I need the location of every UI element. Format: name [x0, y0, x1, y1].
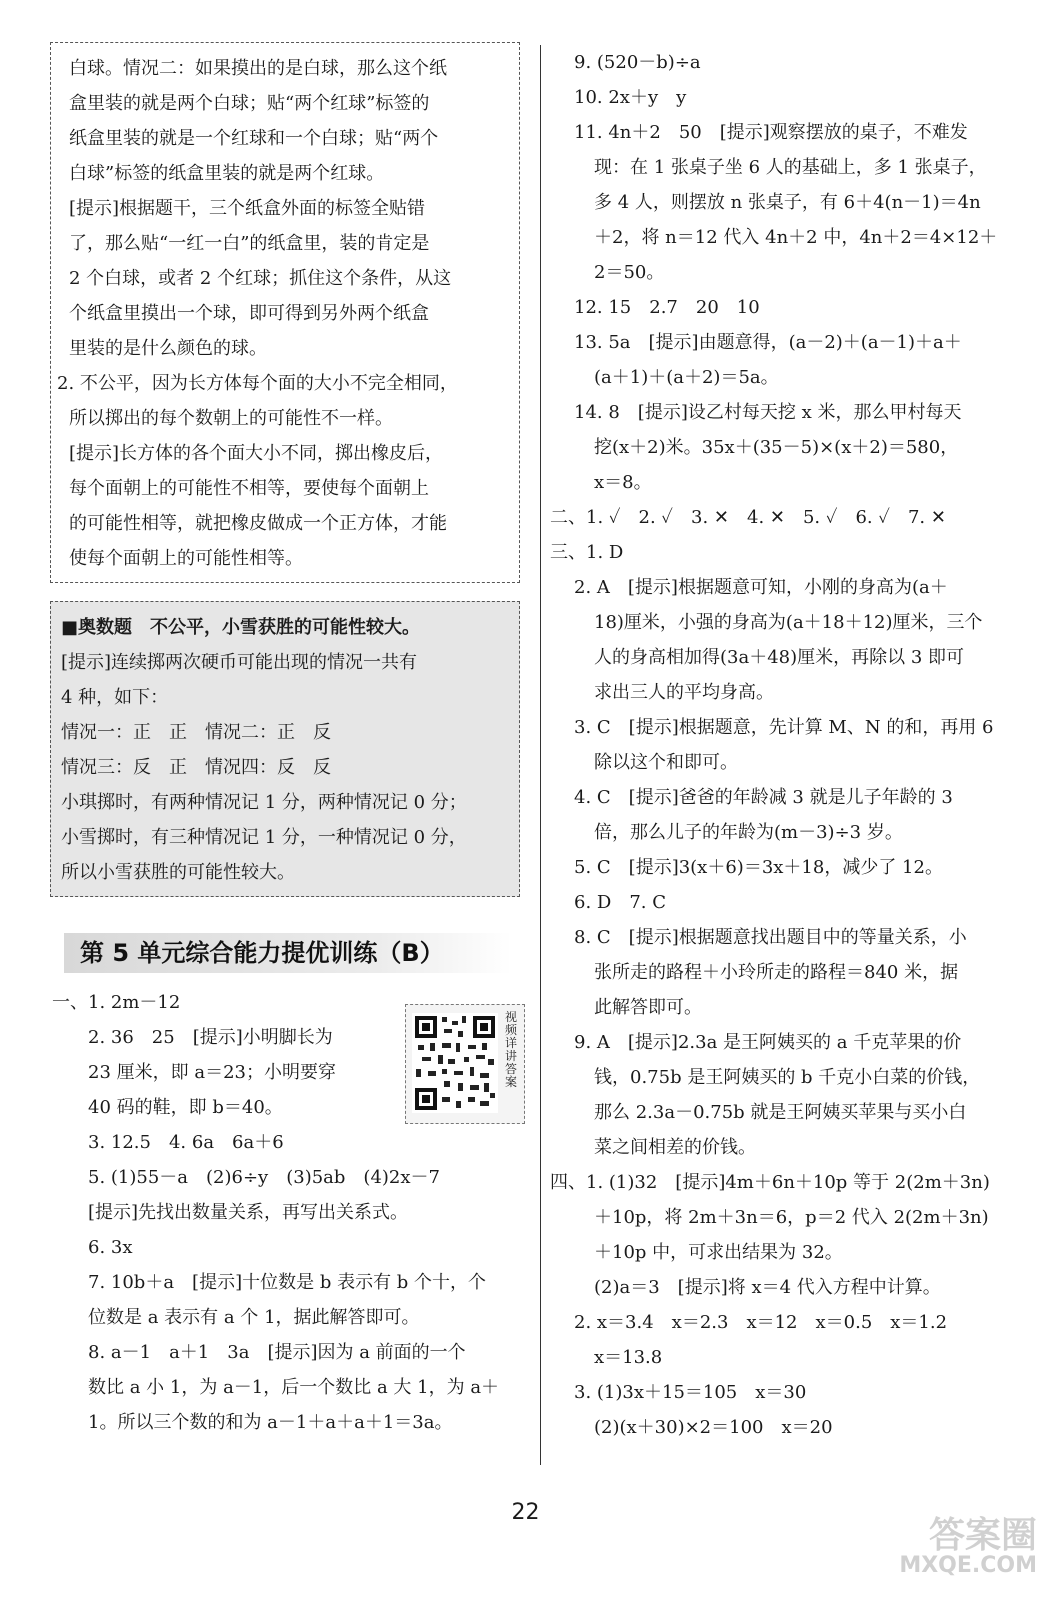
answer-line: 6. 3x — [88, 1237, 133, 1258]
answer-line: 9. (520－b)÷a — [574, 52, 701, 73]
answer-line: 40 码的鞋，即 b＝40。 — [88, 1097, 283, 1118]
left-column — [50, 42, 530, 1440]
answer-line: 7. 10b＋a [提示]十位数是 b 表示有 b 个十，个 — [88, 1272, 487, 1293]
text-line: 纸盒里装的就是一个红球和一个白球；贴“两个 — [69, 128, 439, 149]
text-line: 2. 不公平，因为长方体每个面的大小不完全相同， — [57, 373, 458, 394]
right-column — [550, 45, 1031, 1445]
answer-line: 1。所以三个数的和为 a－1＋a＋a＋1＝3a。 — [88, 1412, 453, 1433]
answer-line: 张所走的路程＋小玲所走的路程＝840 米，据 — [594, 962, 959, 983]
continued-answer-box — [50, 42, 520, 583]
page-number: 22 — [511, 1500, 540, 1525]
section-title: 第 5 单元综合能力提优训练（B） — [64, 933, 512, 973]
answer-line: x＝8。 — [594, 472, 652, 493]
answer-line: 多 4 人，则摆放 n 张桌子，有 6＋4(n－1)＝4n — [594, 192, 981, 213]
watermark — [899, 1515, 1037, 1578]
answer-line: 2. x＝3.4 x＝2.3 x＝12 x＝0.5 x＝1.2 — [574, 1312, 948, 1333]
answer-line: 那么 2.3a－0.75b 就是王阿姨买苹果与买小白 — [594, 1102, 967, 1123]
qr-code[interactable] — [405, 1004, 525, 1124]
answer-line: 二、1. ✓ 2. ✓ 3. ✕ 4. ✕ 5. ✓ 6. ✓ 7. ✕ — [550, 507, 946, 528]
answer-line: 13. 5a [提示]由题意得，(a－2)＋(a－1)＋a＋ — [574, 332, 962, 353]
text-line: 每个面朝上的可能性不相等，要使每个面朝上 — [69, 478, 429, 499]
text-line: 4 种，如下： — [61, 687, 169, 708]
answer-line: 三、1. D — [550, 542, 624, 563]
answer-line: 3. (1)3x＋15＝105 x＝30 — [574, 1382, 807, 1403]
answer-line: 4. C [提示]爸爸的年龄减 3 就是儿子年龄的 3 — [574, 787, 953, 808]
answer-line: 12. 15 2.7 20 10 — [574, 297, 760, 318]
text-line: 所以小雪获胜的可能性较大。 — [61, 862, 295, 883]
answer-line: 2. 36 25 [提示]小明脚长为 — [88, 1027, 333, 1048]
olympiad-problem-box — [50, 601, 520, 897]
answer-line: 人的身高相加得(3a＋48)厘米，再除以 3 即可 — [594, 647, 965, 668]
answer-line: 6. D 7. C — [574, 892, 666, 913]
text-line: 个纸盒里摸出一个球，即可得到另外两个纸盒 — [69, 303, 429, 324]
text-line: [提示]连续掷两次硬币可能出现的情况一共有 — [61, 652, 418, 673]
text-line: 盒里装的就是两个白球；贴“两个红球”标签的 — [69, 93, 430, 114]
text-line: 2 个白球，或者 2 个红球；抓住这个条件，从这 — [69, 268, 452, 289]
text-line: 了，那么贴“一红一白”的纸盒里，装的肯定是 — [69, 233, 430, 254]
text-line: 白球”标签的纸盒里装的就是两个红球。 — [69, 163, 385, 184]
answer-line: 11. 4n＋2 50 [提示]观察摆放的桌子，不难发 — [574, 122, 968, 143]
text-line: 小雪掷时，有三种情况记 1 分，一种情况记 0 分， — [61, 827, 467, 848]
text-line: 小琪掷时，有两种情况记 1 分，两种情况记 0 分； — [61, 792, 467, 813]
answer-line: 3. C [提示]根据题意，先计算 M、N 的和，再用 6 — [574, 717, 994, 738]
text-line: 情况三：反 正 情况四：反 反 — [61, 757, 331, 778]
answer-line: 钱，0.75b 是王阿姨买的 b 千克小白菜的价钱， — [594, 1067, 981, 1088]
text-line: 使每个面朝上的可能性相等。 — [69, 548, 303, 569]
answer-line: 数比 a 小 1，为 a－1，后一个数比 a 大 1，为 a＋ — [88, 1377, 500, 1398]
watermark-url: MXQE.COM — [899, 1553, 1037, 1578]
text-line: 情况一：正 正 情况二：正 反 — [61, 722, 331, 743]
answer-line: 挖(x＋2)米。35x＋(35－5)×(x＋2)＝580， — [594, 437, 959, 458]
answer-line: 3. 12.5 4. 6a 6a＋6 — [88, 1132, 284, 1153]
answer-line: 此解答即可。 — [594, 997, 702, 1018]
text-line: [提示]长方体的各个面大小不同，掷出橡皮后， — [69, 443, 444, 464]
watermark-title: 答案圈 — [928, 1515, 1037, 1556]
answer-line: 2. A [提示]根据题意可知，小刚的身高为(a＋ — [574, 577, 948, 598]
answer-line: 5. (1)55－a (2)6÷y (3)5ab (4)2x－7 — [88, 1167, 440, 1188]
text-line: 所以掷出的每个数朝上的可能性不一样。 — [69, 408, 393, 429]
answer-line: 10. 2x＋y y — [574, 87, 687, 108]
answer-line: 求出三人的平均身高。 — [594, 682, 774, 703]
answer-line: 23 厘米，即 a＝23；小明要穿 — [88, 1062, 336, 1083]
answer-line: 8. a－1 a＋1 3a [提示]因为 a 前面的一个 — [88, 1342, 466, 1363]
column-divider — [540, 45, 541, 1465]
olympiad-heading: ■奥数题 不公平，小雪获胜的可能性较大。 — [61, 617, 421, 638]
answer-line: 2＝50。 — [594, 262, 665, 283]
answer-line: (a＋1)＋(a＋2)＝5a。 — [594, 367, 779, 388]
answer-line: 18)厘米，小强的身高为(a＋18＋12)厘米，三个 — [594, 612, 983, 633]
qr-label: 视频详讲答案 — [504, 1010, 517, 1089]
answer-line: ＋10p，将 2m＋3n＝6，p＝2 代入 2(2m＋3n) — [594, 1207, 989, 1228]
answer-line: x＝13.8 — [594, 1347, 663, 1368]
answer-line: 除以这个和即可。 — [594, 752, 738, 773]
answer-line: 现：在 1 张桌子坐 6 人的基础上，多 1 张桌子， — [594, 157, 987, 178]
answer-line: 倍，那么儿子的年龄为(m－3)÷3 岁。 — [594, 822, 903, 843]
text-line: 的可能性相等，就把橡皮做成一个正方体，才能 — [69, 513, 447, 534]
answer-line: 位数是 a 表示有 a 个 1，据此解答即可。 — [88, 1307, 420, 1328]
answer-line: 5. C [提示]3(x＋6)＝3x＋18，减少了 12。 — [574, 857, 943, 878]
answer-line: 四、1. (1)32 [提示]4m＋6n＋10p 等于 2(2m＋3n) — [550, 1172, 990, 1193]
text-line: [提示]根据题干，三个纸盒外面的标签全贴错 — [69, 198, 426, 219]
answer-line: ＋10p 中，可求出结果为 32。 — [594, 1242, 843, 1263]
qr-code-icon — [412, 1013, 498, 1113]
answer-line: [提示]先找出数量关系，再写出关系式。 — [88, 1202, 409, 1223]
answer-line: 菜之间相差的价钱。 — [594, 1137, 756, 1158]
answer-line: 9. A [提示]2.3a 是王阿姨买的 a 千克苹果的价 — [574, 1032, 962, 1053]
text-line: 里装的是什么颜色的球。 — [69, 338, 267, 359]
answer-line: (2)(x＋30)×2＝100 x＝20 — [594, 1417, 833, 1438]
answer-line: ＋2，将 n＝12 代入 4n＋2 中，4n＋2＝4×12＋ — [594, 227, 998, 248]
answer-line: (2)a＝3 [提示]将 x＝4 代入方程中计算。 — [594, 1277, 941, 1298]
answer-line: 一、1. 2m－12 — [52, 992, 181, 1013]
answer-line: 8. C [提示]根据题意找出题目中的等量关系，小 — [574, 927, 967, 948]
text-line: 白球。情况二：如果摸出的是白球，那么这个纸 — [69, 58, 447, 79]
answer-line: 14. 8 [提示]设乙村每天挖 x 米，那么甲村每天 — [574, 402, 962, 423]
